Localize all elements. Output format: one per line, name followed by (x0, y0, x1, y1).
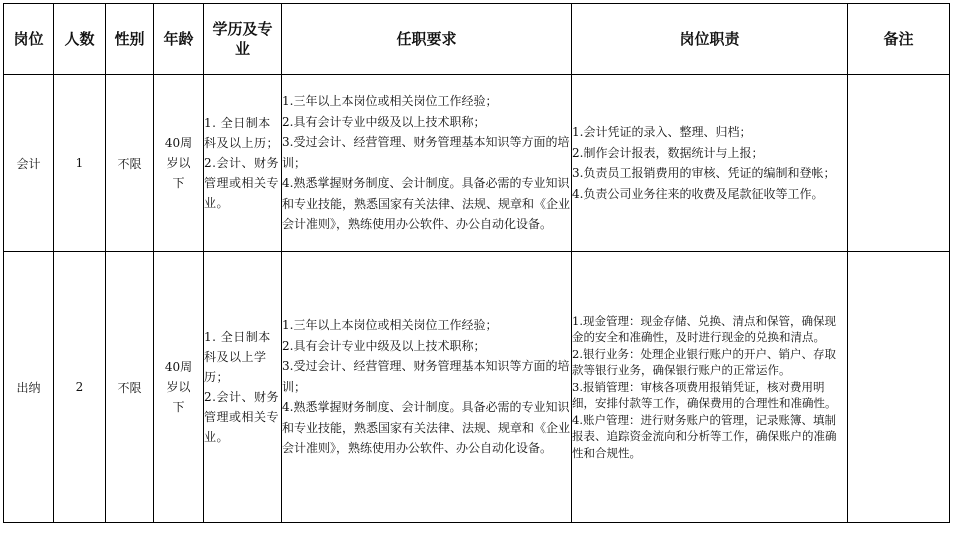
job-requirements-table (3, 3, 950, 523)
header-remark: 备注 (848, 4, 950, 75)
header-post: 岗位 (4, 4, 54, 75)
duty-line: 3.负责员工报销费用的审核、凭证的编制和登帐； (572, 166, 836, 180)
table-row-cashier (4, 252, 950, 523)
cell-education (204, 75, 282, 252)
requirement-line: 2.具有会计专业中级及以上技术职称； (282, 338, 486, 353)
education-line: 1. 全日制本科及以上学历； (204, 330, 271, 384)
cell-post: 会计 (4, 75, 54, 252)
duty-line: 2.制作会计报表，数据统计与上报； (572, 145, 764, 160)
cell-post: 出纳 (4, 252, 54, 523)
requirement-line: 3.受过会计、经营管理、财务管理基本知识等方面的培训； (282, 359, 570, 394)
duty-line: 4.负责公司业务往来的收费及尾款征收等工作。 (572, 186, 824, 201)
education-line: 2.会计、财务管理或相关专业。 (204, 390, 280, 444)
requirement-line: 4.熟悉掌握财务制度、会计制度。具备必需的专业知识和专业技能，熟悉国家有关法律、法规、规章和《企业会计准则》，熟练使用办公软件、办公自动化设备。 (282, 400, 571, 456)
header-gender: 性别 (106, 4, 154, 75)
requirement-line: 1.三年以上本岗位或相关岗位工作经验； (282, 318, 498, 333)
age-text: 40周岁以下 (164, 360, 193, 414)
requirement-line: 3.受过会计、经营管理、财务管理基本知识等方面的培训； (282, 135, 570, 170)
requirement-line: 1.三年以上本岗位或相关岗位工作经验； (282, 94, 498, 109)
header-age: 年龄 (154, 4, 204, 75)
cell-duties (572, 75, 848, 252)
header-count: 人数 (54, 4, 106, 75)
header-duties: 岗位职责 (572, 4, 848, 75)
duty-line: 4.账户管理：进行财务账户的管理，记录账簿、填制报表、追踪资金流向和分析等工作，确保账户的准确性和合规性。 (572, 412, 837, 460)
cell-age (154, 75, 204, 252)
cell-count: 2 (54, 252, 106, 523)
cell-gender: 不限 (106, 75, 154, 252)
cell-gender: 不限 (106, 252, 154, 523)
cell-education (204, 252, 282, 523)
duty-line: 1.会计凭证的录入、整理、归档； (572, 125, 752, 139)
header-row (4, 4, 950, 75)
table-row-accountant (4, 75, 950, 252)
cell-duties (572, 252, 848, 523)
age-text: 40周岁以下 (164, 136, 193, 190)
duty-line: 1.现金管理：现金存储、兑换、清点和保管，确保现金的安全和准确性，及时进行现金的兑换和清点。 (572, 313, 836, 345)
duty-line: 2.银行业务：处理企业银行账户的开户、销户、存取款等银行业务，确保银行账户的正常运作。 (572, 346, 836, 378)
cell-age (154, 252, 204, 523)
duty-line: 3.报销管理：审核各项费用报销凭证，核对费用明细，安排付款等工作，确保费用的合理性和准确性。 (572, 379, 837, 411)
cell-requirements (282, 75, 572, 252)
cell-remark (848, 75, 950, 252)
header-education: 学历及专业 (204, 4, 282, 75)
header-requirements: 任职要求 (282, 4, 572, 75)
cell-count: 1 (54, 75, 106, 252)
education-line: 2.会计、财务管理或相关专业。 (204, 156, 280, 210)
requirement-line: 4.熟悉掌握财务制度、会计制度。具备必需的专业知识和专业技能，熟悉国家有关法律、法规、规章和《企业会计准则》，熟练使用办公软件、办公自动化设备。 (282, 176, 571, 232)
cell-requirements (282, 252, 572, 523)
requirement-line: 2.具有会计专业中级及以上技术职称； (282, 114, 486, 129)
education-line: 1. 全日制本科及以上历； (204, 116, 280, 150)
cell-remark (848, 252, 950, 523)
